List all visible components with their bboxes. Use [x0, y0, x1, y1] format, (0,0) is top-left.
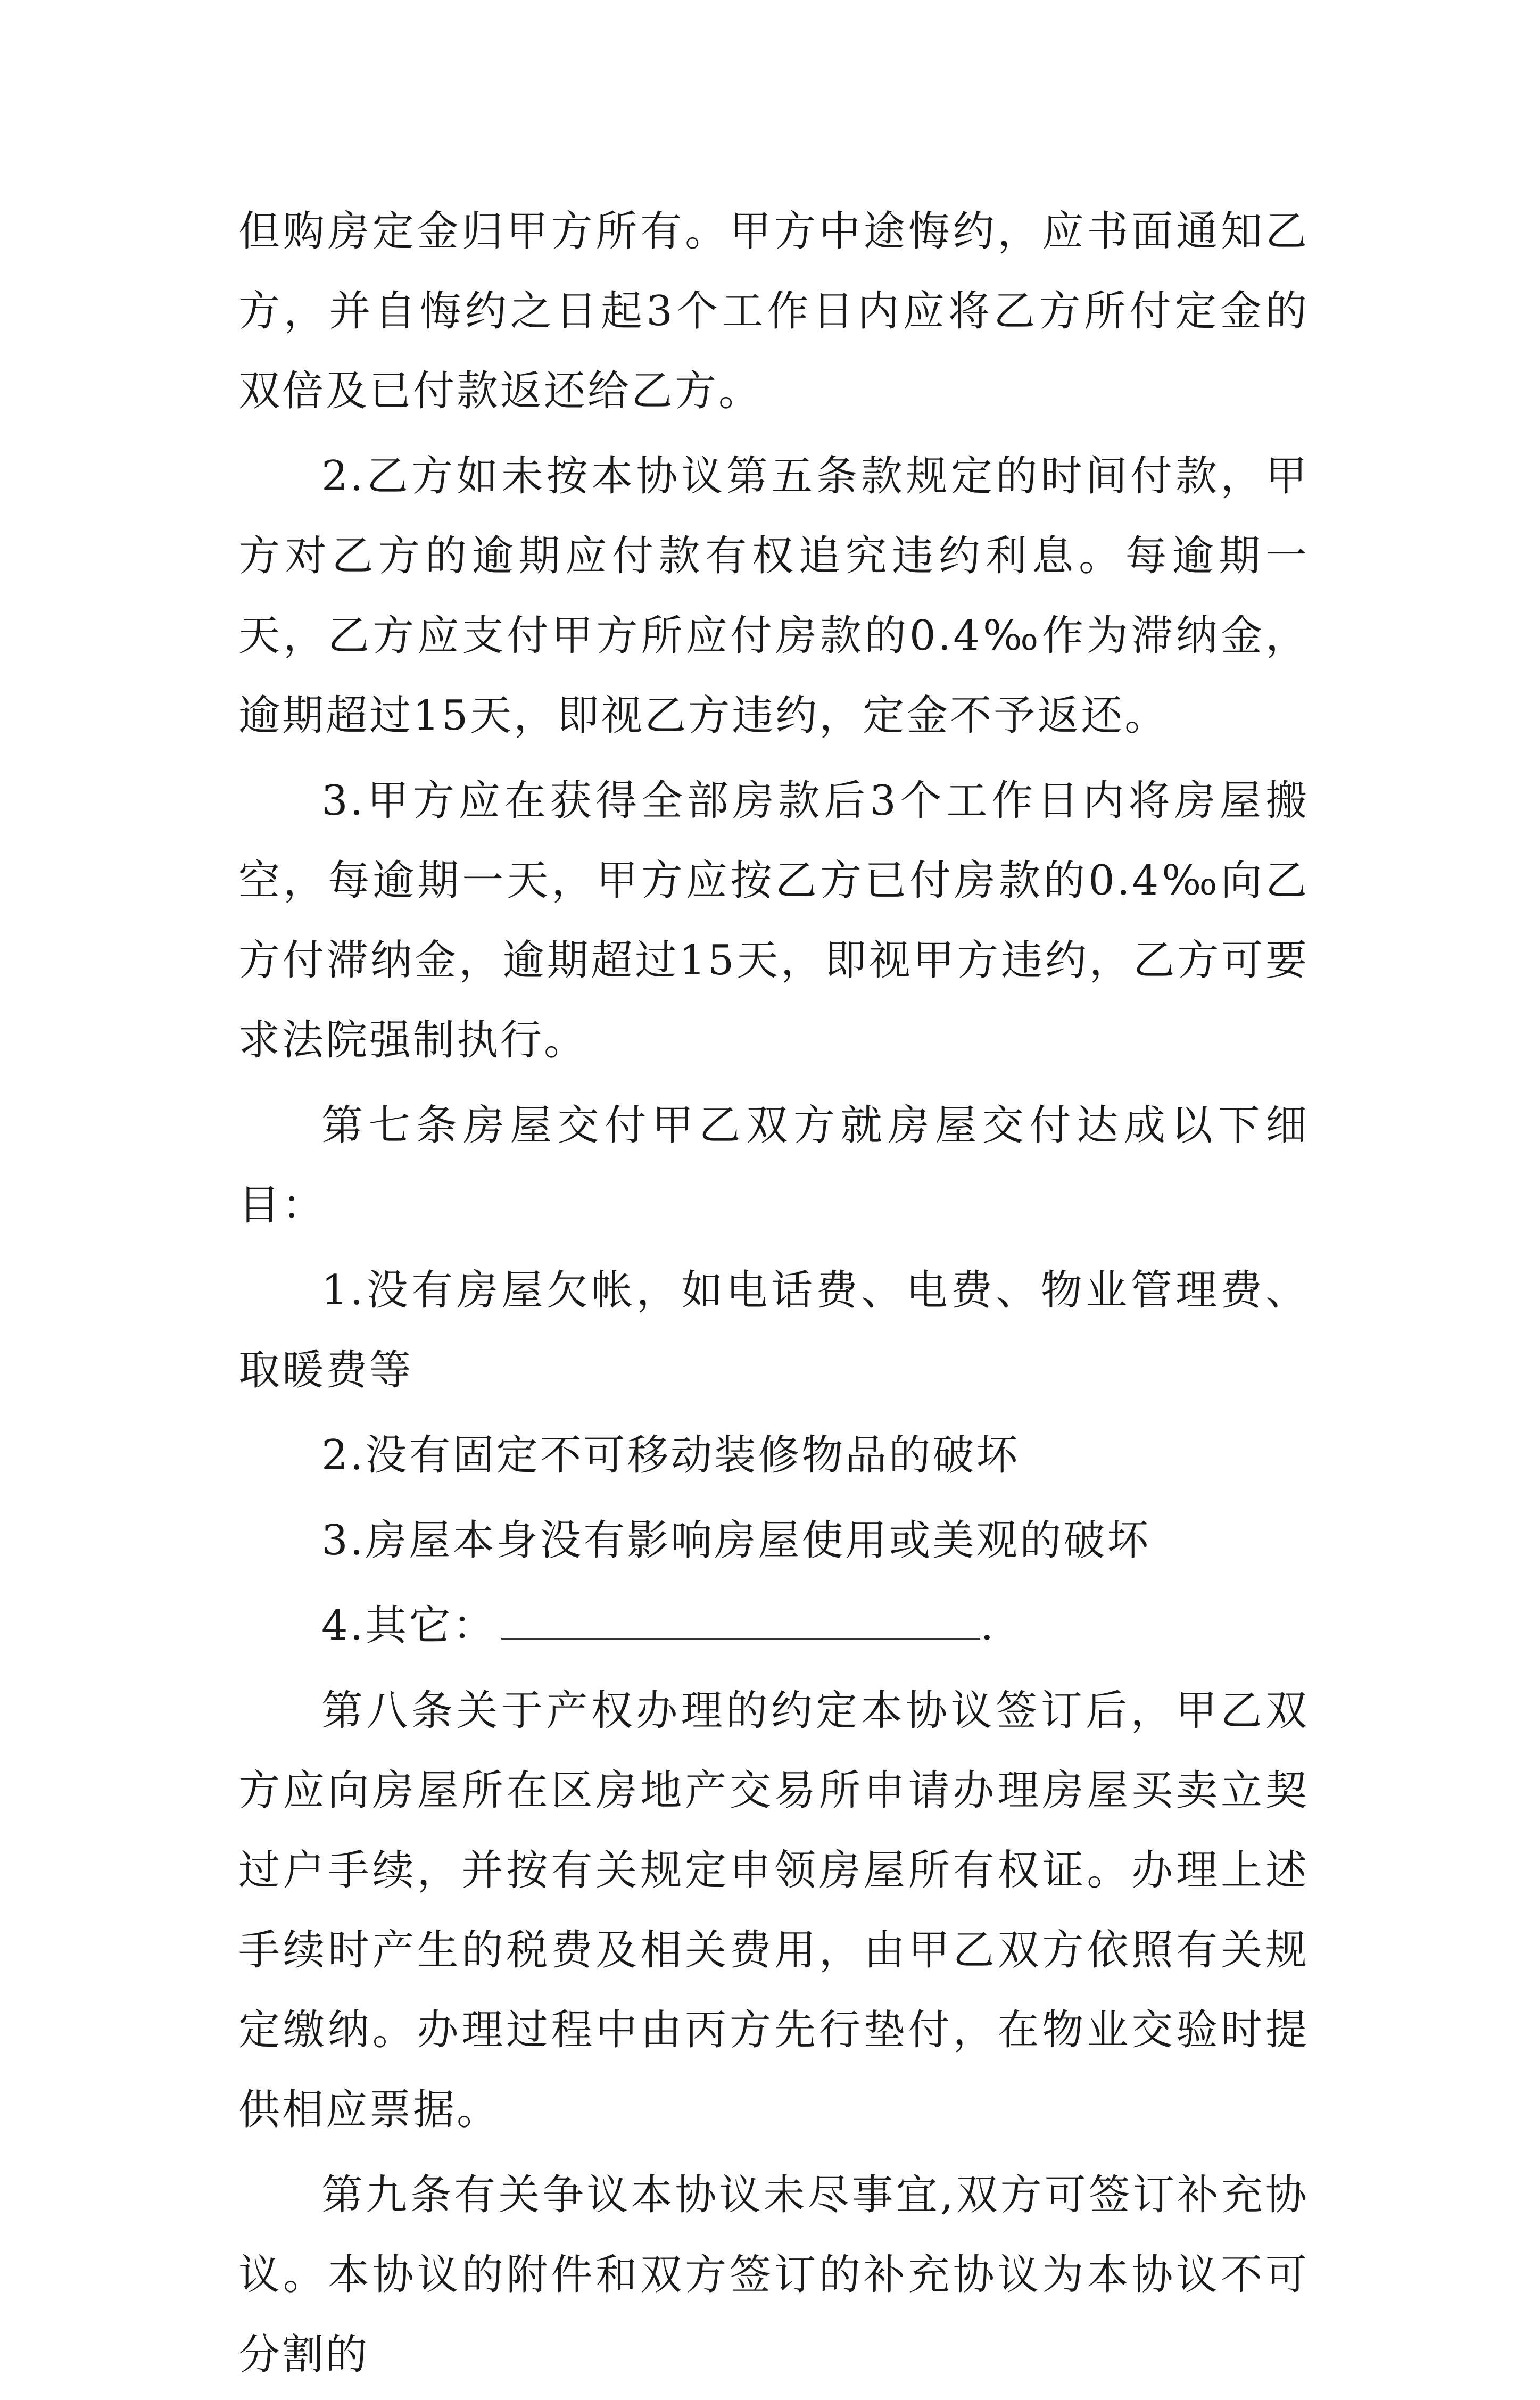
paragraph-item-4-other [238, 1586, 1309, 1666]
paragraph-article-9-disputes: 第九条有关争议本协议未尽事宜,双方可签订补充协议。本协议的附件和双方签订的补充协议为本协议不可分割的 [238, 2171, 1309, 2379]
paragraph-item-2-no-damage: 2.没有固定不可移动装修物品的破坏 [321, 1431, 1020, 1479]
paragraph-article-7-heading: 第七条房屋交付甲乙双方就房屋交付达成以下细目： [238, 1102, 1309, 1229]
paragraph-buyer-late-payment: 2.乙方如未按本协议第五条款规定的时间付款，甲方对乙方的逾期应付款有权追究违约利息。每逾期一天，乙方应支付甲方所应付房款的0.4‰作为滞纳金，逾期超过15天，即视乙方违约，定金不予返还。 [238, 452, 1309, 740]
document-page [238, 192, 1309, 2400]
paragraph-deposit-clause: 但购房定金归甲方所有。甲方中途悔约，应书面通知乙方，并自悔约之日起3个工作日内应将乙方所付定金的双倍及已付款返还给乙方。 [238, 208, 1309, 415]
paragraph-article-8-title-transfer: 第八条关于产权办理的约定本协议签订后，甲乙双方应向房屋所在区房地产交易所申请办理房屋买卖立契过户手续，并按有关规定申领房屋所有权证。办理上述手续时产生的税费及相关费用，由甲乙双方依照有关规定缴纳。办理过程中由丙方先行垫付，在物业交验时提供相应票据。 [238, 1687, 1309, 2134]
item-4-label: 4.其它： [321, 1602, 496, 1650]
item-4-suffix: . [980, 1602, 996, 1650]
fill-in-blank-line [501, 1601, 980, 1640]
paragraph-item-3-house-condition: 3.房屋本身没有影响房屋使用或美观的破坏 [321, 1517, 1151, 1565]
paragraph-seller-vacate: 3.甲方应在获得全部房款后3个工作日内将房屋搬空，每逾期一天，甲方应按乙方已付房款的0.4‰向乙方付滞纳金，逾期超过15天，即视甲方违约，乙方可要求法院强制执行。 [238, 777, 1309, 1064]
paragraph-item-1-no-arrears: 1.没有房屋欠帐，如电话费、电费、物业管理费、取暖费等 [238, 1267, 1309, 1394]
